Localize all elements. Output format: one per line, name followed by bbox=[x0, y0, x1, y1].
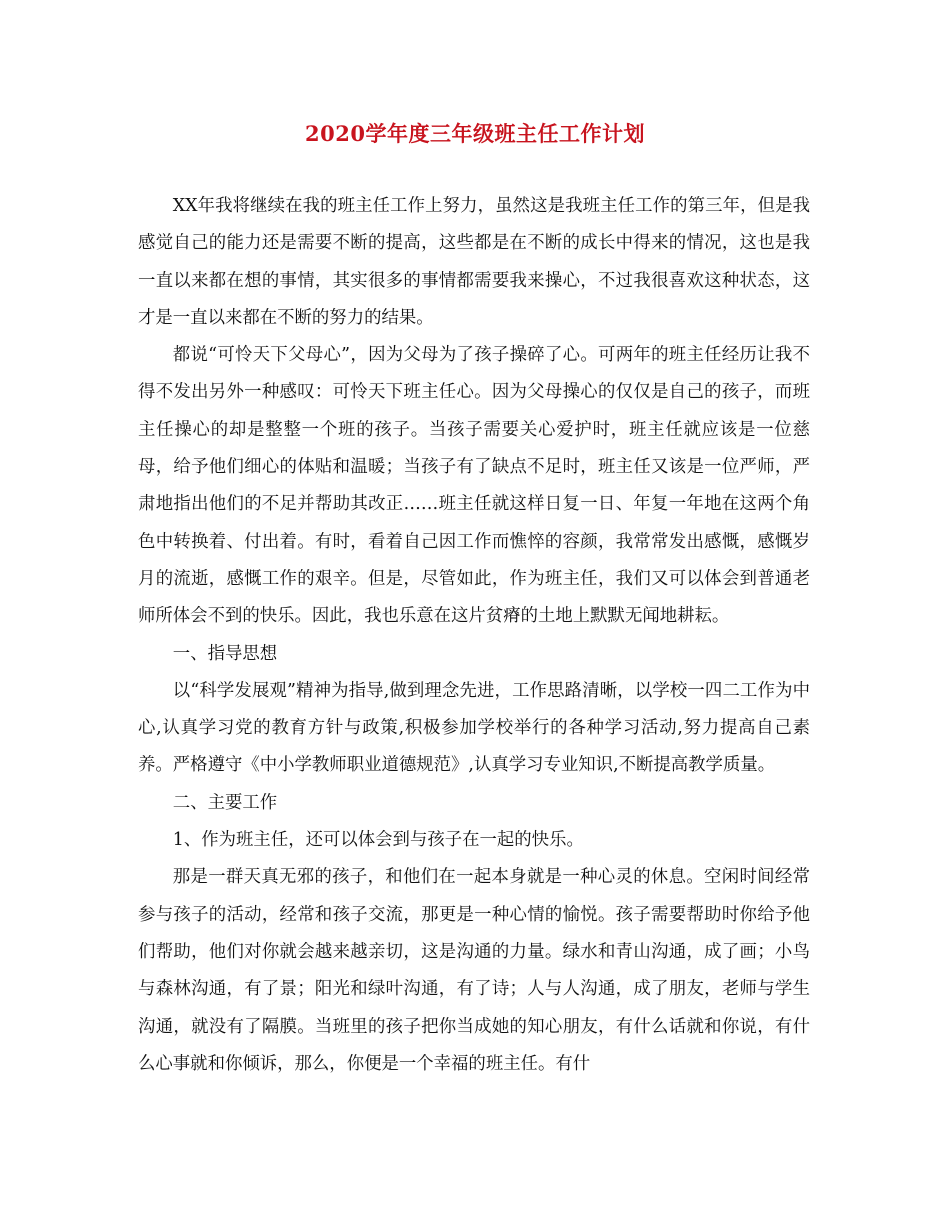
section-heading-main-work: 二、主要工作 bbox=[172, 792, 278, 813]
paragraph-parents-heart: 都说“可怜天下父母心”，因为父母为了孩子操碎了心。可两年的班主任经历让我不得不发出另外一种感叹：可怜天下班主任心。因为父母操心的仅仅是自己的孩子，而班主任操心的却是整整一个班的孩子。当孩子需要关心爱护时，班主任就应该是一位慈母，给予他们细心的体贴和温暖；当孩子有了缺点不足时，班主任又该是一位严师，严肃地指出他们的不足并帮助其改正……班主任就这样日复一日、年复一年地在这两个角色中转换着、付出着。有时，看着自己因工作而憔悴的容颜，我常常发出感慨，感慨岁月的流逝，感慨工作的艰辛。但是，尽管如此，作为班主任，我们又可以体会到普通老师所体会不到的快乐。因此，我也乐意在这片贫瘠的土地上默默无闻地耕耘。 bbox=[138, 345, 810, 627]
paragraph-intro: XX年我将继续在我的班主任工作上努力，虽然这是我班主任工作的第三年，但是我感觉自己的能力还是需要不断的提高，这些都是在不断的成长中得来的情况，这也是我一直以来都在想的事情，其实很多的事情都需要我来操心，不过我很喜欢这种状态，这才是一直以来都在不断的努力的结果。 bbox=[138, 196, 810, 328]
document-title: 2020学年度三年级班主任工作计划 bbox=[305, 121, 645, 146]
subheading-work-item-1: 1、作为班主任，还可以体会到与孩子在一起的快乐。 bbox=[172, 830, 584, 851]
paragraph-guiding-ideology: 以“科学发展观”精神为指导,做到理念先进，工作思路清晰，以学校一四二工作为中心,认真学习党的教育方针与政策,积极参加学校举行的各种学习活动,努力提高自己素养。严格遵守《中小学教师职业道德规范》,认真学习专业知识,不断提高教学质量。 bbox=[138, 680, 810, 776]
paragraph-work-item-1: 那是一群天真无邪的孩子，和他们在一起本身就是一种心灵的休息。空闲时间经常参与孩子的活动，经常和孩子交流，那更是一种心情的愉悦。孩子需要帮助时你给予他们帮助，他们对你就会越来越亲切，这是沟通的力量。绿水和青山沟通，成了画；小鸟与森林沟通，有了景；阳光和绿叶沟通，有了诗；人与人沟通，成了朋友，老师与学生沟通，就没有了隔膜。当班里的孩子把你当成她的知心朋友，有什么话就和你说，有什么心事就和你倾诉，那么，你便是一个幸福的班主任。有什 bbox=[138, 867, 810, 1074]
section-heading-guiding-ideology: 一、指导思想 bbox=[172, 643, 278, 664]
document-body bbox=[138, 188, 810, 1083]
